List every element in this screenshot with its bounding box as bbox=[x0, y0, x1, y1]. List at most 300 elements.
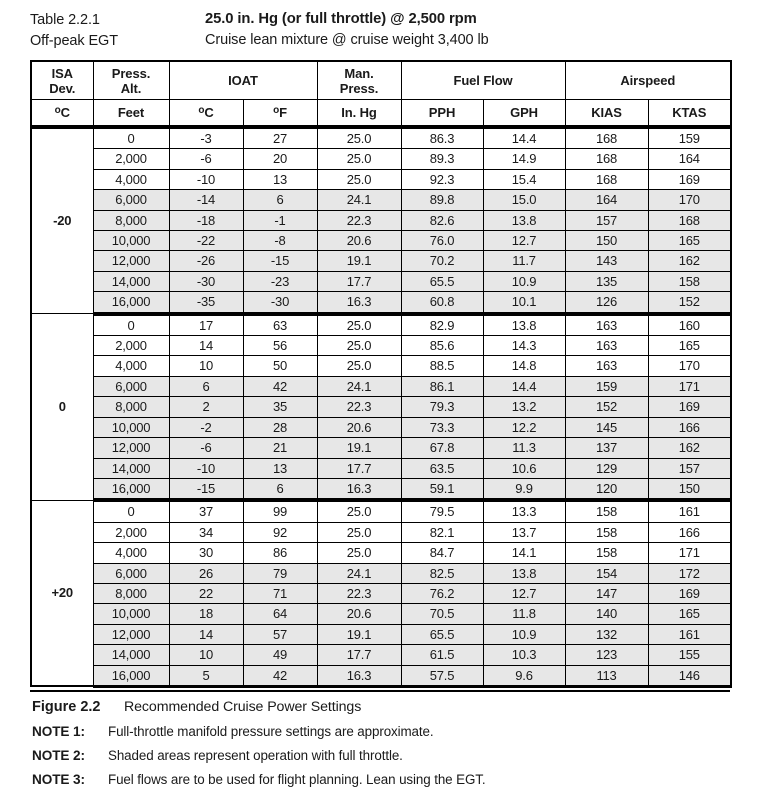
man-press-cell: 25.0 bbox=[317, 356, 401, 376]
press-alt-cell: 16,000 bbox=[93, 292, 169, 314]
man-press-cell: 24.1 bbox=[317, 563, 401, 583]
ioat-c-cell: -35 bbox=[169, 292, 243, 314]
ioat-f-cell: 13 bbox=[243, 169, 317, 189]
ioat-c-cell: 17 bbox=[169, 314, 243, 336]
press-alt-cell: 4,000 bbox=[93, 169, 169, 189]
note-text: Full-throttle manifold pressure settings are approximate. bbox=[108, 723, 434, 739]
man-press-cell: 19.1 bbox=[317, 251, 401, 271]
airspeed-kias-cell: 168 bbox=[565, 149, 648, 169]
ioat-c-cell: 10 bbox=[169, 645, 243, 665]
fuel-flow-gph-cell: 10.3 bbox=[483, 645, 565, 665]
airspeed-kias-cell: 158 bbox=[565, 543, 648, 563]
fuel-flow-pph-cell: 82.5 bbox=[401, 563, 483, 583]
header-unit-ioat-f bbox=[243, 100, 317, 128]
ioat-c-cell: -3 bbox=[169, 127, 243, 149]
man-press-cell: 25.0 bbox=[317, 169, 401, 189]
press-alt-cell: 8,000 bbox=[93, 583, 169, 603]
airspeed-kias-cell: 135 bbox=[565, 271, 648, 291]
header-isa-dev-line2: Dev. bbox=[49, 80, 76, 96]
press-alt-cell: 0 bbox=[93, 500, 169, 522]
ioat-f-cell: 56 bbox=[243, 336, 317, 356]
airspeed-ktas-cell: 169 bbox=[648, 397, 731, 417]
table-row bbox=[31, 522, 731, 542]
header-press-alt-line1: Press. bbox=[111, 65, 151, 81]
ioat-c-cell: -10 bbox=[169, 458, 243, 478]
fuel-flow-gph-cell: 11.7 bbox=[483, 251, 565, 271]
man-press-cell: 16.3 bbox=[317, 665, 401, 686]
ioat-f-cell: 57 bbox=[243, 624, 317, 644]
heading-right-column bbox=[205, 9, 775, 51]
airspeed-ktas-cell: 152 bbox=[648, 292, 731, 314]
airspeed-kias-cell: 154 bbox=[565, 563, 648, 583]
fuel-flow-gph-cell: 13.2 bbox=[483, 397, 565, 417]
header-fuel-flow: Fuel Flow bbox=[401, 61, 565, 100]
ioat-f-cell: -30 bbox=[243, 292, 317, 314]
man-press-cell: 20.6 bbox=[317, 417, 401, 437]
airspeed-ktas-cell: 160 bbox=[648, 314, 731, 336]
ioat-c-cell: -10 bbox=[169, 169, 243, 189]
airspeed-kias-cell: 120 bbox=[565, 478, 648, 500]
figure-label: Figure 2.2 bbox=[32, 698, 101, 715]
ioat-f-cell: 63 bbox=[243, 314, 317, 336]
header-unit-ioat-c bbox=[169, 100, 243, 128]
fuel-flow-gph-cell: 11.3 bbox=[483, 438, 565, 458]
airspeed-kias-cell: 137 bbox=[565, 438, 648, 458]
fuel-flow-pph-cell: 61.5 bbox=[401, 645, 483, 665]
fuel-flow-pph-cell: 73.3 bbox=[401, 417, 483, 437]
fuel-flow-pph-cell: 65.5 bbox=[401, 624, 483, 644]
header-unit-ktas: KTAS bbox=[648, 100, 731, 128]
fuel-flow-pph-cell: 70.5 bbox=[401, 604, 483, 624]
fuel-flow-gph-cell: 9.6 bbox=[483, 665, 565, 686]
man-press-cell: 25.0 bbox=[317, 522, 401, 542]
table-row bbox=[31, 190, 731, 210]
table-row bbox=[31, 231, 731, 251]
airspeed-ktas-cell: 155 bbox=[648, 645, 731, 665]
fuel-flow-pph-cell: 60.8 bbox=[401, 292, 483, 314]
ioat-f-cell: -8 bbox=[243, 231, 317, 251]
ioat-f-cell: 6 bbox=[243, 190, 317, 210]
fuel-flow-pph-cell: 86.3 bbox=[401, 127, 483, 149]
ioat-f-cell: 86 bbox=[243, 543, 317, 563]
isa-dev-cell: 0 bbox=[31, 314, 93, 501]
press-alt-cell: 14,000 bbox=[93, 271, 169, 291]
press-alt-cell: 8,000 bbox=[93, 397, 169, 417]
table-row bbox=[31, 356, 731, 376]
ioat-f-cell: 79 bbox=[243, 563, 317, 583]
fuel-flow-pph-cell: 84.7 bbox=[401, 543, 483, 563]
airspeed-ktas-cell: 158 bbox=[648, 271, 731, 291]
table-heading bbox=[30, 0, 775, 52]
note-label: NOTE 2: bbox=[32, 747, 85, 763]
ioat-f-cell: 99 bbox=[243, 500, 317, 522]
ioat-c-cell: -22 bbox=[169, 231, 243, 251]
press-alt-cell: 14,000 bbox=[93, 645, 169, 665]
man-press-cell: 25.0 bbox=[317, 500, 401, 522]
ioat-f-cell: 21 bbox=[243, 438, 317, 458]
fuel-flow-pph-cell: 88.5 bbox=[401, 356, 483, 376]
ioat-f-cell: 64 bbox=[243, 604, 317, 624]
ioat-c-cell: -2 bbox=[169, 417, 243, 437]
note-label: NOTE 3: bbox=[32, 771, 85, 787]
degree-icon: o bbox=[273, 104, 280, 116]
airspeed-kias-cell: 163 bbox=[565, 314, 648, 336]
figure-title: Recommended Cruise Power Settings bbox=[124, 698, 362, 715]
header-unit-press-alt: Feet bbox=[93, 100, 169, 128]
ioat-f-cell: 6 bbox=[243, 478, 317, 500]
fuel-flow-pph-cell: 89.3 bbox=[401, 149, 483, 169]
fuel-flow-gph-cell: 14.1 bbox=[483, 543, 565, 563]
press-alt-cell: 2,000 bbox=[93, 336, 169, 356]
header-press-alt bbox=[93, 61, 169, 100]
airspeed-ktas-cell: 161 bbox=[648, 500, 731, 522]
airspeed-ktas-cell: 170 bbox=[648, 190, 731, 210]
press-alt-cell: 6,000 bbox=[93, 376, 169, 396]
header-isa-dev-line1: ISA bbox=[51, 65, 73, 81]
man-press-cell: 20.6 bbox=[317, 231, 401, 251]
header-ioat: IOAT bbox=[169, 61, 317, 100]
airspeed-ktas-cell: 166 bbox=[648, 522, 731, 542]
airspeed-kias-cell: 126 bbox=[565, 292, 648, 314]
cruise-power-settings-table bbox=[30, 60, 732, 688]
table-row bbox=[31, 149, 731, 169]
ioat-f-cell: -1 bbox=[243, 210, 317, 230]
man-press-cell: 25.0 bbox=[317, 543, 401, 563]
header-unit-isa-dev bbox=[31, 100, 93, 128]
table-row bbox=[31, 397, 731, 417]
ioat-c-cell: -6 bbox=[169, 438, 243, 458]
power-setting-subtitle: Cruise lean mixture @ cruise weight 3,400 lb bbox=[205, 32, 489, 48]
fuel-flow-pph-cell: 79.3 bbox=[401, 397, 483, 417]
ioat-c-cell: -18 bbox=[169, 210, 243, 230]
airspeed-ktas-cell: 164 bbox=[648, 149, 731, 169]
note-label: NOTE 1: bbox=[32, 723, 85, 739]
notes-list bbox=[0, 724, 775, 787]
ioat-c-cell: 30 bbox=[169, 543, 243, 563]
note-item bbox=[32, 748, 775, 763]
airspeed-ktas-cell: 162 bbox=[648, 438, 731, 458]
man-press-cell: 19.1 bbox=[317, 624, 401, 644]
ioat-f-cell: -23 bbox=[243, 271, 317, 291]
fuel-flow-pph-cell: 76.2 bbox=[401, 583, 483, 603]
press-alt-cell: 2,000 bbox=[93, 522, 169, 542]
table-row bbox=[31, 500, 731, 522]
fuel-flow-pph-cell: 65.5 bbox=[401, 271, 483, 291]
airspeed-kias-cell: 129 bbox=[565, 458, 648, 478]
table-number: Table 2.2.1 bbox=[30, 12, 100, 28]
power-setting-title: 25.0 in. Hg (or full throttle) @ 2,500 rpm bbox=[205, 11, 477, 27]
fuel-flow-gph-cell: 14.8 bbox=[483, 356, 565, 376]
fuel-flow-gph-cell: 10.6 bbox=[483, 458, 565, 478]
ioat-c-cell: 37 bbox=[169, 500, 243, 522]
man-press-cell: 25.0 bbox=[317, 127, 401, 149]
table-row bbox=[31, 292, 731, 314]
press-alt-cell: 12,000 bbox=[93, 251, 169, 271]
airspeed-kias-cell: 168 bbox=[565, 169, 648, 189]
airspeed-kias-cell: 164 bbox=[565, 190, 648, 210]
header-unit-kias: KIAS bbox=[565, 100, 648, 128]
fuel-flow-gph-cell: 14.4 bbox=[483, 376, 565, 396]
man-press-cell: 20.6 bbox=[317, 604, 401, 624]
egt-note: Off-peak EGT bbox=[30, 33, 118, 49]
table-row bbox=[31, 543, 731, 563]
fuel-flow-gph-cell: 10.9 bbox=[483, 624, 565, 644]
airspeed-ktas-cell: 169 bbox=[648, 169, 731, 189]
airspeed-kias-cell: 113 bbox=[565, 665, 648, 686]
fuel-flow-pph-cell: 70.2 bbox=[401, 251, 483, 271]
fuel-flow-pph-cell: 57.5 bbox=[401, 665, 483, 686]
table-row bbox=[31, 478, 731, 500]
ioat-c-cell: 14 bbox=[169, 336, 243, 356]
press-alt-cell: 4,000 bbox=[93, 356, 169, 376]
press-alt-cell: 0 bbox=[93, 314, 169, 336]
fuel-flow-gph-cell: 12.7 bbox=[483, 231, 565, 251]
ioat-f-cell: 42 bbox=[243, 665, 317, 686]
man-press-cell: 19.1 bbox=[317, 438, 401, 458]
table-row bbox=[31, 563, 731, 583]
press-alt-cell: 6,000 bbox=[93, 563, 169, 583]
fuel-flow-pph-cell: 59.1 bbox=[401, 478, 483, 500]
airspeed-kias-cell: 158 bbox=[565, 522, 648, 542]
performance-table-container bbox=[30, 60, 730, 688]
airspeed-kias-cell: 168 bbox=[565, 127, 648, 149]
press-alt-cell: 12,000 bbox=[93, 624, 169, 644]
table-row bbox=[31, 251, 731, 271]
fuel-flow-pph-cell: 82.6 bbox=[401, 210, 483, 230]
fuel-flow-gph-cell: 9.9 bbox=[483, 478, 565, 500]
fuel-flow-gph-cell: 13.7 bbox=[483, 522, 565, 542]
fuel-flow-gph-cell: 14.3 bbox=[483, 336, 565, 356]
header-man-press-line2: Press. bbox=[339, 80, 379, 96]
fuel-flow-pph-cell: 76.0 bbox=[401, 231, 483, 251]
airspeed-kias-cell: 147 bbox=[565, 583, 648, 603]
ioat-c-cell: -30 bbox=[169, 271, 243, 291]
header-man-press-line1: Man. bbox=[344, 65, 374, 81]
airspeed-ktas-cell: 165 bbox=[648, 231, 731, 251]
ioat-f-cell: 71 bbox=[243, 583, 317, 603]
ioat-f-cell: 13 bbox=[243, 458, 317, 478]
airspeed-kias-cell: 123 bbox=[565, 645, 648, 665]
man-press-cell: 25.0 bbox=[317, 336, 401, 356]
man-press-cell: 22.3 bbox=[317, 583, 401, 603]
fuel-flow-gph-cell: 12.2 bbox=[483, 417, 565, 437]
man-press-cell: 24.1 bbox=[317, 376, 401, 396]
airspeed-kias-cell: 143 bbox=[565, 251, 648, 271]
press-alt-cell: 10,000 bbox=[93, 231, 169, 251]
ioat-f-cell: 49 bbox=[243, 645, 317, 665]
man-press-cell: 17.7 bbox=[317, 458, 401, 478]
degree-icon: o bbox=[198, 104, 205, 116]
airspeed-kias-cell: 158 bbox=[565, 500, 648, 522]
airspeed-kias-cell: 140 bbox=[565, 604, 648, 624]
airspeed-ktas-cell: 157 bbox=[648, 458, 731, 478]
press-alt-cell: 16,000 bbox=[93, 478, 169, 500]
ioat-c-cell: 14 bbox=[169, 624, 243, 644]
ioat-c-cell: -15 bbox=[169, 478, 243, 500]
header-unit-row bbox=[31, 100, 731, 128]
ioat-f-cell: 42 bbox=[243, 376, 317, 396]
table-row bbox=[31, 645, 731, 665]
ioat-c-cell: 18 bbox=[169, 604, 243, 624]
airspeed-ktas-cell: 165 bbox=[648, 604, 731, 624]
note-text: Fuel flows are to be used for flight planning. Lean using the EGT. bbox=[108, 771, 486, 787]
man-press-cell: 16.3 bbox=[317, 292, 401, 314]
airspeed-ktas-cell: 172 bbox=[648, 563, 731, 583]
airspeed-kias-cell: 163 bbox=[565, 356, 648, 376]
ioat-c-cell: -14 bbox=[169, 190, 243, 210]
table-row bbox=[31, 210, 731, 230]
airspeed-ktas-cell: 170 bbox=[648, 356, 731, 376]
fuel-flow-gph-cell: 14.4 bbox=[483, 127, 565, 149]
header-press-alt-line2: Alt. bbox=[120, 80, 142, 96]
press-alt-cell: 8,000 bbox=[93, 210, 169, 230]
press-alt-cell: 2,000 bbox=[93, 149, 169, 169]
ioat-c-cell: 26 bbox=[169, 563, 243, 583]
header-unit-gph: GPH bbox=[483, 100, 565, 128]
airspeed-ktas-cell: 165 bbox=[648, 336, 731, 356]
fuel-flow-pph-cell: 86.1 bbox=[401, 376, 483, 396]
press-alt-cell: 10,000 bbox=[93, 604, 169, 624]
airspeed-ktas-cell: 159 bbox=[648, 127, 731, 149]
fuel-flow-gph-cell: 15.4 bbox=[483, 169, 565, 189]
table-row bbox=[31, 458, 731, 478]
man-press-cell: 25.0 bbox=[317, 149, 401, 169]
ioat-c-cell: -6 bbox=[169, 149, 243, 169]
table-row bbox=[31, 583, 731, 603]
man-press-cell: 16.3 bbox=[317, 478, 401, 500]
fuel-flow-gph-cell: 13.8 bbox=[483, 210, 565, 230]
header-unit-man-press: In. Hg bbox=[317, 100, 401, 128]
press-alt-cell: 14,000 bbox=[93, 458, 169, 478]
table-row bbox=[31, 604, 731, 624]
fuel-flow-pph-cell: 79.5 bbox=[401, 500, 483, 522]
table-row bbox=[31, 127, 731, 149]
airspeed-ktas-cell: 168 bbox=[648, 210, 731, 230]
note-text: Shaded areas represent operation with full throttle. bbox=[108, 747, 403, 763]
fuel-flow-gph-cell: 13.8 bbox=[483, 314, 565, 336]
fuel-flow-pph-cell: 63.5 bbox=[401, 458, 483, 478]
airspeed-ktas-cell: 150 bbox=[648, 478, 731, 500]
man-press-cell: 17.7 bbox=[317, 645, 401, 665]
airspeed-kias-cell: 157 bbox=[565, 210, 648, 230]
fuel-flow-pph-cell: 85.6 bbox=[401, 336, 483, 356]
airspeed-kias-cell: 145 bbox=[565, 417, 648, 437]
press-alt-cell: 0 bbox=[93, 127, 169, 149]
fuel-flow-gph-cell: 11.8 bbox=[483, 604, 565, 624]
fuel-flow-gph-cell: 15.0 bbox=[483, 190, 565, 210]
table-row bbox=[31, 624, 731, 644]
table-row bbox=[31, 665, 731, 686]
caption-divider bbox=[30, 690, 730, 692]
man-press-cell: 24.1 bbox=[317, 190, 401, 210]
fuel-flow-pph-cell: 82.9 bbox=[401, 314, 483, 336]
airspeed-ktas-cell: 162 bbox=[648, 251, 731, 271]
header-isa-dev bbox=[31, 61, 93, 100]
table-row bbox=[31, 314, 731, 336]
ioat-f-cell: 27 bbox=[243, 127, 317, 149]
table-row bbox=[31, 169, 731, 189]
ioat-c-cell: 5 bbox=[169, 665, 243, 686]
man-press-cell: 22.3 bbox=[317, 397, 401, 417]
ioat-c-cell: 2 bbox=[169, 397, 243, 417]
note-item bbox=[32, 724, 775, 739]
fuel-flow-pph-cell: 67.8 bbox=[401, 438, 483, 458]
degree-icon: o bbox=[54, 104, 61, 116]
note-item bbox=[32, 772, 775, 787]
airspeed-ktas-cell: 171 bbox=[648, 543, 731, 563]
airspeed-ktas-cell: 166 bbox=[648, 417, 731, 437]
fuel-flow-gph-cell: 10.9 bbox=[483, 271, 565, 291]
airspeed-ktas-cell: 171 bbox=[648, 376, 731, 396]
man-press-cell: 22.3 bbox=[317, 210, 401, 230]
header-airspeed: Airspeed bbox=[565, 61, 731, 100]
fuel-flow-gph-cell: 13.3 bbox=[483, 500, 565, 522]
ioat-f-cell: 20 bbox=[243, 149, 317, 169]
fuel-flow-pph-cell: 92.3 bbox=[401, 169, 483, 189]
man-press-cell: 17.7 bbox=[317, 271, 401, 291]
fuel-flow-gph-cell: 10.1 bbox=[483, 292, 565, 314]
header-man-press bbox=[317, 61, 401, 100]
ioat-f-cell: 92 bbox=[243, 522, 317, 542]
airspeed-kias-cell: 132 bbox=[565, 624, 648, 644]
figure-caption bbox=[32, 699, 775, 715]
airspeed-kias-cell: 163 bbox=[565, 336, 648, 356]
ioat-f-cell: -15 bbox=[243, 251, 317, 271]
ioat-f-cell: 50 bbox=[243, 356, 317, 376]
airspeed-kias-cell: 152 bbox=[565, 397, 648, 417]
table-header bbox=[31, 61, 731, 127]
press-alt-cell: 6,000 bbox=[93, 190, 169, 210]
isa-dev-cell: -20 bbox=[31, 127, 93, 314]
fuel-flow-pph-cell: 89.8 bbox=[401, 190, 483, 210]
ioat-c-cell: 10 bbox=[169, 356, 243, 376]
ioat-f-cell: 35 bbox=[243, 397, 317, 417]
airspeed-ktas-cell: 161 bbox=[648, 624, 731, 644]
table-row bbox=[31, 336, 731, 356]
header-unit-ioat-c-text: C bbox=[204, 105, 214, 120]
ioat-c-cell: 22 bbox=[169, 583, 243, 603]
header-group-row bbox=[31, 61, 731, 100]
header-unit-isa-dev-text: C bbox=[60, 105, 70, 120]
airspeed-kias-cell: 150 bbox=[565, 231, 648, 251]
press-alt-cell: 4,000 bbox=[93, 543, 169, 563]
man-press-cell: 25.0 bbox=[317, 314, 401, 336]
header-unit-ioat-f-text: F bbox=[279, 105, 287, 120]
table-body bbox=[31, 127, 731, 686]
table-row bbox=[31, 271, 731, 291]
fuel-flow-gph-cell: 14.9 bbox=[483, 149, 565, 169]
table-row bbox=[31, 438, 731, 458]
ioat-c-cell: 6 bbox=[169, 376, 243, 396]
table-row bbox=[31, 376, 731, 396]
press-alt-cell: 16,000 bbox=[93, 665, 169, 686]
airspeed-kias-cell: 159 bbox=[565, 376, 648, 396]
press-alt-cell: 10,000 bbox=[93, 417, 169, 437]
ioat-f-cell: 28 bbox=[243, 417, 317, 437]
fuel-flow-gph-cell: 13.8 bbox=[483, 563, 565, 583]
ioat-c-cell: -26 bbox=[169, 251, 243, 271]
press-alt-cell: 12,000 bbox=[93, 438, 169, 458]
header-unit-pph: PPH bbox=[401, 100, 483, 128]
airspeed-ktas-cell: 146 bbox=[648, 665, 731, 686]
heading-left-column bbox=[30, 9, 205, 52]
fuel-flow-pph-cell: 82.1 bbox=[401, 522, 483, 542]
table-row bbox=[31, 417, 731, 437]
ioat-c-cell: 34 bbox=[169, 522, 243, 542]
fuel-flow-gph-cell: 12.7 bbox=[483, 583, 565, 603]
airspeed-ktas-cell: 169 bbox=[648, 583, 731, 603]
isa-dev-cell: +20 bbox=[31, 500, 93, 686]
